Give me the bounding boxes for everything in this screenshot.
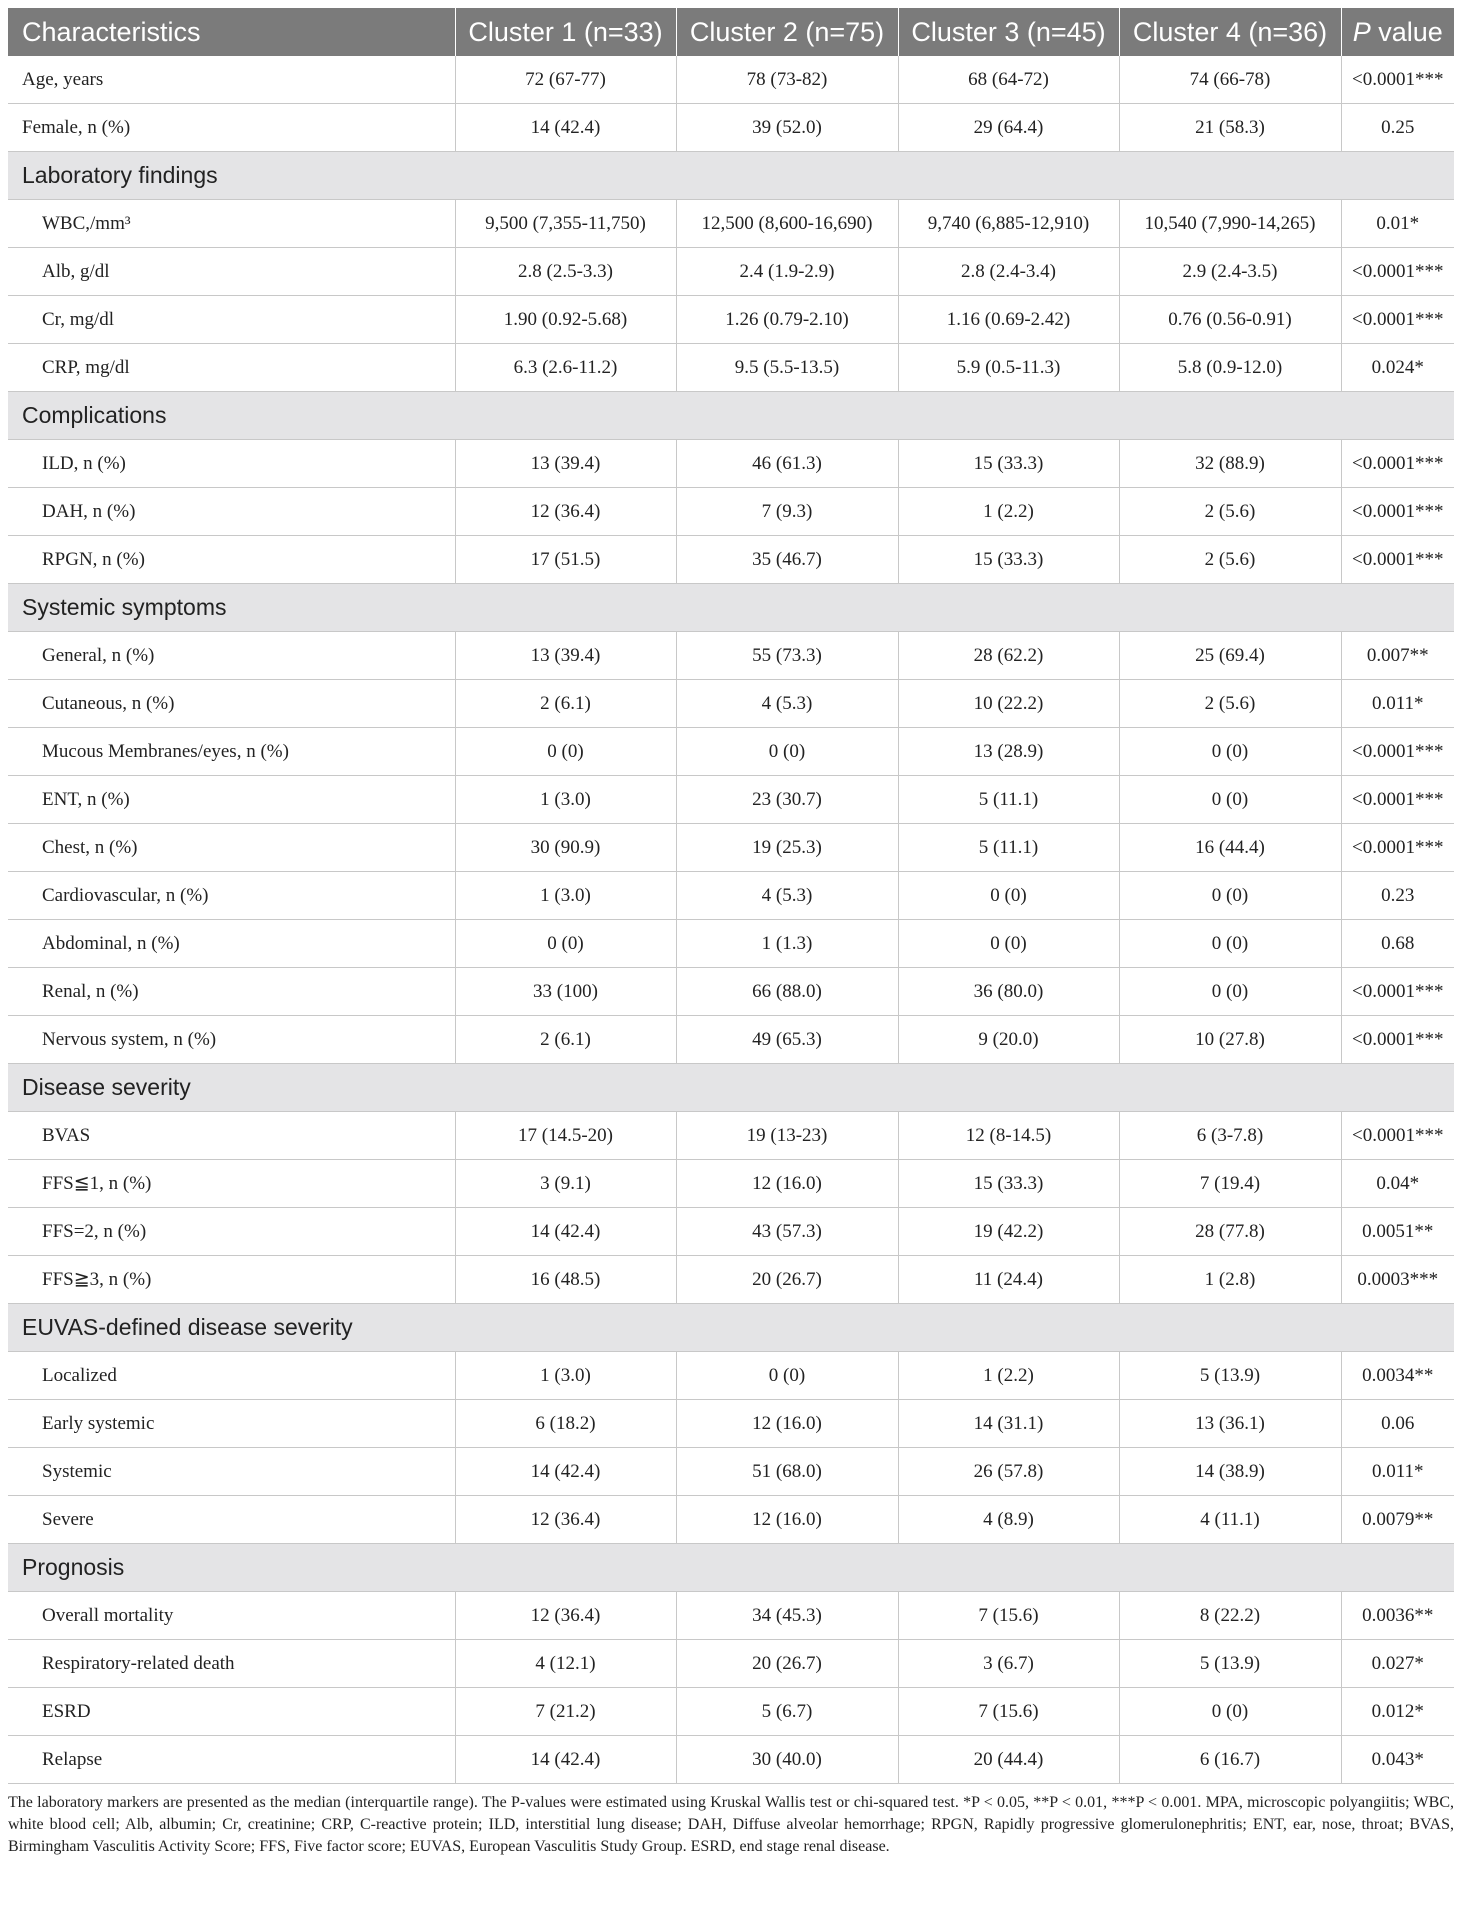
cluster-3-value: 15 (33.3) <box>898 1160 1119 1208</box>
section-title: Disease severity <box>8 1064 1454 1112</box>
table-row <box>8 440 1454 488</box>
cluster-3-value: 19 (42.2) <box>898 1208 1119 1256</box>
p-value: 0.0036** <box>1341 1592 1454 1640</box>
header-characteristics: Characteristics <box>8 8 455 56</box>
cluster-2-value: 20 (26.7) <box>676 1256 898 1304</box>
cluster-2-value: 12 (16.0) <box>676 1160 898 1208</box>
cluster-2-value: 12 (16.0) <box>676 1400 898 1448</box>
row-label: Localized <box>8 1352 455 1400</box>
p-value: <0.0001*** <box>1341 968 1454 1016</box>
cluster-2-value: 2.4 (1.9-2.9) <box>676 248 898 296</box>
cluster-4-value: 2 (5.6) <box>1119 680 1341 728</box>
row-label: FFS=2, n (%) <box>8 1208 455 1256</box>
cluster-1-value: 16 (48.5) <box>455 1256 676 1304</box>
table-row <box>8 1640 1454 1688</box>
cluster-2-value: 5 (6.7) <box>676 1688 898 1736</box>
row-label: Severe <box>8 1496 455 1544</box>
table-row <box>8 1496 1454 1544</box>
section-header-row <box>8 1304 1454 1352</box>
cluster-2-value: 30 (40.0) <box>676 1736 898 1784</box>
table-row <box>8 1688 1454 1736</box>
p-value: 0.01* <box>1341 200 1454 248</box>
cluster-3-value: 13 (28.9) <box>898 728 1119 776</box>
cluster-2-value: 78 (73-82) <box>676 56 898 104</box>
table-row <box>8 488 1454 536</box>
header-cluster-4: Cluster 4 (n=36) <box>1119 8 1341 56</box>
p-value: <0.0001*** <box>1341 1112 1454 1160</box>
cluster-4-value: 5.8 (0.9-12.0) <box>1119 344 1341 392</box>
cluster-4-value: 14 (38.9) <box>1119 1448 1341 1496</box>
cluster-2-value: 1 (1.3) <box>676 920 898 968</box>
p-value: <0.0001*** <box>1341 56 1454 104</box>
cluster-2-value: 20 (26.7) <box>676 1640 898 1688</box>
section-title: Laboratory findings <box>8 152 1454 200</box>
header-cluster-3: Cluster 3 (n=45) <box>898 8 1119 56</box>
cluster-2-value: 4 (5.3) <box>676 680 898 728</box>
cluster-4-value: 25 (69.4) <box>1119 632 1341 680</box>
p-value: 0.0051** <box>1341 1208 1454 1256</box>
cluster-1-value: 13 (39.4) <box>455 440 676 488</box>
section-header-row <box>8 152 1454 200</box>
cluster-1-value: 30 (90.9) <box>455 824 676 872</box>
row-label: Cardiovascular, n (%) <box>8 872 455 920</box>
section-header-row <box>8 1544 1454 1592</box>
cluster-3-value: 14 (31.1) <box>898 1400 1119 1448</box>
cluster-1-value: 4 (12.1) <box>455 1640 676 1688</box>
p-value: <0.0001*** <box>1341 440 1454 488</box>
row-label: Cutaneous, n (%) <box>8 680 455 728</box>
cluster-1-value: 72 (67-77) <box>455 56 676 104</box>
table-row <box>8 1400 1454 1448</box>
cluster-4-value: 0.76 (0.56-0.91) <box>1119 296 1341 344</box>
cluster-1-value: 14 (42.4) <box>455 1736 676 1784</box>
table-row <box>8 1448 1454 1496</box>
cluster-1-value: 6 (18.2) <box>455 1400 676 1448</box>
cluster-3-value: 1 (2.2) <box>898 1352 1119 1400</box>
cluster-4-value: 2 (5.6) <box>1119 536 1341 584</box>
section-title: EUVAS-defined disease severity <box>8 1304 1454 1352</box>
cluster-3-value: 4 (8.9) <box>898 1496 1119 1544</box>
table-row <box>8 872 1454 920</box>
table-row <box>8 920 1454 968</box>
cluster-1-value: 6.3 (2.6-11.2) <box>455 344 676 392</box>
p-value: <0.0001*** <box>1341 488 1454 536</box>
section-title: Prognosis <box>8 1544 1454 1592</box>
table-row <box>8 1592 1454 1640</box>
header-p-value <box>1341 8 1454 56</box>
row-label: Cr, mg/dl <box>8 296 455 344</box>
section-title: Systemic symptoms <box>8 584 1454 632</box>
table-row <box>8 776 1454 824</box>
table-row <box>8 1256 1454 1304</box>
table-row <box>8 248 1454 296</box>
cluster-2-value: 66 (88.0) <box>676 968 898 1016</box>
p-value: 0.23 <box>1341 872 1454 920</box>
cluster-2-value: 35 (46.7) <box>676 536 898 584</box>
row-label: CRP, mg/dl <box>8 344 455 392</box>
p-value: 0.012* <box>1341 1688 1454 1736</box>
cluster-3-value: 5.9 (0.5-11.3) <box>898 344 1119 392</box>
p-value: 0.011* <box>1341 1448 1454 1496</box>
cluster-2-value: 49 (65.3) <box>676 1016 898 1064</box>
p-value: 0.04* <box>1341 1160 1454 1208</box>
p-value: <0.0001*** <box>1341 728 1454 776</box>
header-p-italic: P <box>1352 16 1371 47</box>
cluster-1-value: 2 (6.1) <box>455 1016 676 1064</box>
cluster-3-value: 7 (15.6) <box>898 1688 1119 1736</box>
cluster-1-value: 17 (51.5) <box>455 536 676 584</box>
cluster-1-value: 1 (3.0) <box>455 1352 676 1400</box>
row-label: Respiratory-related death <box>8 1640 455 1688</box>
cluster-4-value: 0 (0) <box>1119 728 1341 776</box>
cluster-3-value: 9,740 (6,885-12,910) <box>898 200 1119 248</box>
cluster-1-value: 14 (42.4) <box>455 1448 676 1496</box>
cluster-2-value: 39 (52.0) <box>676 104 898 152</box>
row-label: Early systemic <box>8 1400 455 1448</box>
cluster-1-value: 12 (36.4) <box>455 1496 676 1544</box>
cluster-2-value: 46 (61.3) <box>676 440 898 488</box>
cluster-2-value: 34 (45.3) <box>676 1592 898 1640</box>
cluster-3-value: 7 (15.6) <box>898 1592 1119 1640</box>
section-title: Complications <box>8 392 1454 440</box>
cluster-2-value: 0 (0) <box>676 1352 898 1400</box>
row-label: Systemic <box>8 1448 455 1496</box>
cluster-3-value: 0 (0) <box>898 920 1119 968</box>
p-value: 0.68 <box>1341 920 1454 968</box>
cluster-2-value: 23 (30.7) <box>676 776 898 824</box>
cluster-4-value: 0 (0) <box>1119 1688 1341 1736</box>
table-header-row <box>8 8 1454 56</box>
cluster-4-value: 21 (58.3) <box>1119 104 1341 152</box>
cluster-3-value: 10 (22.2) <box>898 680 1119 728</box>
cluster-4-value: 7 (19.4) <box>1119 1160 1341 1208</box>
cluster-4-value: 10 (27.8) <box>1119 1016 1341 1064</box>
cluster-2-value: 51 (68.0) <box>676 1448 898 1496</box>
cluster-4-value: 6 (3-7.8) <box>1119 1112 1341 1160</box>
cluster-3-value: 15 (33.3) <box>898 440 1119 488</box>
row-label: ESRD <box>8 1688 455 1736</box>
cluster-3-value: 11 (24.4) <box>898 1256 1119 1304</box>
cluster-4-value: 1 (2.8) <box>1119 1256 1341 1304</box>
cluster-4-value: 74 (66-78) <box>1119 56 1341 104</box>
cluster-4-value: 5 (13.9) <box>1119 1640 1341 1688</box>
cluster-3-value: 36 (80.0) <box>898 968 1119 1016</box>
table-row <box>8 1352 1454 1400</box>
cluster-3-value: 0 (0) <box>898 872 1119 920</box>
p-value: <0.0001*** <box>1341 296 1454 344</box>
cluster-4-value: 0 (0) <box>1119 920 1341 968</box>
p-value: 0.007** <box>1341 632 1454 680</box>
table-row <box>8 1160 1454 1208</box>
cluster-4-value: 0 (0) <box>1119 968 1341 1016</box>
p-value: 0.027* <box>1341 1640 1454 1688</box>
cluster-1-value: 0 (0) <box>455 920 676 968</box>
cluster-4-value: 2 (5.6) <box>1119 488 1341 536</box>
cluster-4-value: 5 (13.9) <box>1119 1352 1341 1400</box>
cluster-1-value: 14 (42.4) <box>455 104 676 152</box>
cluster-1-value: 2.8 (2.5-3.3) <box>455 248 676 296</box>
cluster-3-value: 2.8 (2.4-3.4) <box>898 248 1119 296</box>
table-row <box>8 56 1454 104</box>
cluster-4-value: 8 (22.2) <box>1119 1592 1341 1640</box>
cluster-1-value: 12 (36.4) <box>455 1592 676 1640</box>
table-row <box>8 1112 1454 1160</box>
cluster-2-value: 12 (16.0) <box>676 1496 898 1544</box>
table-row <box>8 680 1454 728</box>
cluster-3-value: 20 (44.4) <box>898 1736 1119 1784</box>
cluster-4-value: 32 (88.9) <box>1119 440 1341 488</box>
cluster-1-value: 3 (9.1) <box>455 1160 676 1208</box>
cluster-2-value: 9.5 (5.5-13.5) <box>676 344 898 392</box>
cluster-3-value: 1 (2.2) <box>898 488 1119 536</box>
header-cluster-1: Cluster 1 (n=33) <box>455 8 676 56</box>
cluster-4-value: 13 (36.1) <box>1119 1400 1341 1448</box>
row-label: Female, n (%) <box>8 104 455 152</box>
cluster-4-value: 2.9 (2.4-3.5) <box>1119 248 1341 296</box>
p-value: <0.0001*** <box>1341 776 1454 824</box>
cluster-3-value: 5 (11.1) <box>898 824 1119 872</box>
header-p-rest: value <box>1370 16 1443 47</box>
table-footnote: The laboratory markers are presented as the median (interquartile range). The P-values were estimated using Kruskal Wallis test or chi-squared test. *P < 0.05, **P < 0.01, ***P < 0.001. MPA, microscopic polyangiitis; WBC, white blood cell; Alb, albumin; Cr, creatinine; CRP, C-reactive protein; ILD, interstitial lung disease; DAH, Diffuse alveolar hemorrhage; RPGN, Rapidly progressive glomerulonephritis; ENT, ear, nose, throat; BVAS, Birmingham Vasculitis Activity Score; FFS, Five factor score; EUVAS, European Vasculitis Study Group. ESRD, end stage renal disease. <box>8 1794 1454 1855</box>
cluster-2-value: 0 (0) <box>676 728 898 776</box>
cluster-1-value: 2 (6.1) <box>455 680 676 728</box>
table-figure <box>8 8 1454 1858</box>
p-value: <0.0001*** <box>1341 1016 1454 1064</box>
table-body <box>8 56 1454 1784</box>
cluster-1-value: 7 (21.2) <box>455 1688 676 1736</box>
cluster-1-value: 17 (14.5-20) <box>455 1112 676 1160</box>
cluster-2-value: 19 (25.3) <box>676 824 898 872</box>
table-row <box>8 1016 1454 1064</box>
row-label: DAH, n (%) <box>8 488 455 536</box>
cluster-3-value: 9 (20.0) <box>898 1016 1119 1064</box>
p-value: <0.0001*** <box>1341 824 1454 872</box>
row-label: Mucous Membranes/eyes, n (%) <box>8 728 455 776</box>
row-label: Nervous system, n (%) <box>8 1016 455 1064</box>
characteristics-table <box>8 8 1454 1784</box>
cluster-1-value: 0 (0) <box>455 728 676 776</box>
cluster-1-value: 12 (36.4) <box>455 488 676 536</box>
cluster-4-value: 4 (11.1) <box>1119 1496 1341 1544</box>
row-label: Overall mortality <box>8 1592 455 1640</box>
p-value: <0.0001*** <box>1341 536 1454 584</box>
cluster-2-value: 12,500 (8,600-16,690) <box>676 200 898 248</box>
cluster-3-value: 3 (6.7) <box>898 1640 1119 1688</box>
cluster-3-value: 28 (62.2) <box>898 632 1119 680</box>
row-label: FFS≧3, n (%) <box>8 1256 455 1304</box>
table-row <box>8 536 1454 584</box>
table-row <box>8 728 1454 776</box>
row-label: ILD, n (%) <box>8 440 455 488</box>
cluster-2-value: 55 (73.3) <box>676 632 898 680</box>
section-header-row <box>8 1064 1454 1112</box>
cluster-3-value: 29 (64.4) <box>898 104 1119 152</box>
cluster-3-value: 26 (57.8) <box>898 1448 1119 1496</box>
table-row <box>8 296 1454 344</box>
cluster-2-value: 1.26 (0.79-2.10) <box>676 296 898 344</box>
row-label: RPGN, n (%) <box>8 536 455 584</box>
row-label: Alb, g/dl <box>8 248 455 296</box>
row-label: Relapse <box>8 1736 455 1784</box>
cluster-3-value: 15 (33.3) <box>898 536 1119 584</box>
table-row <box>8 344 1454 392</box>
cluster-4-value: 10,540 (7,990-14,265) <box>1119 200 1341 248</box>
p-value: 0.043* <box>1341 1736 1454 1784</box>
header-cluster-2: Cluster 2 (n=75) <box>676 8 898 56</box>
cluster-2-value: 7 (9.3) <box>676 488 898 536</box>
cluster-4-value: 16 (44.4) <box>1119 824 1341 872</box>
table-row <box>8 632 1454 680</box>
cluster-3-value: 5 (11.1) <box>898 776 1119 824</box>
p-value: <0.0001*** <box>1341 248 1454 296</box>
row-label: WBC,/mm³ <box>8 200 455 248</box>
row-label: Chest, n (%) <box>8 824 455 872</box>
cluster-4-value: 0 (0) <box>1119 776 1341 824</box>
cluster-1-value: 14 (42.4) <box>455 1208 676 1256</box>
p-value: 0.06 <box>1341 1400 1454 1448</box>
cluster-4-value: 6 (16.7) <box>1119 1736 1341 1784</box>
table-row <box>8 824 1454 872</box>
cluster-2-value: 43 (57.3) <box>676 1208 898 1256</box>
p-value: 0.024* <box>1341 344 1454 392</box>
table-row <box>8 1736 1454 1784</box>
cluster-1-value: 13 (39.4) <box>455 632 676 680</box>
p-value: 0.0079** <box>1341 1496 1454 1544</box>
row-label: BVAS <box>8 1112 455 1160</box>
row-label: Renal, n (%) <box>8 968 455 1016</box>
cluster-1-value: 33 (100) <box>455 968 676 1016</box>
cluster-3-value: 12 (8-14.5) <box>898 1112 1119 1160</box>
p-value: 0.0003*** <box>1341 1256 1454 1304</box>
row-label: General, n (%) <box>8 632 455 680</box>
table-row <box>8 104 1454 152</box>
cluster-1-value: 1.90 (0.92-5.68) <box>455 296 676 344</box>
cluster-3-value: 1.16 (0.69-2.42) <box>898 296 1119 344</box>
cluster-1-value: 1 (3.0) <box>455 776 676 824</box>
cluster-2-value: 19 (13-23) <box>676 1112 898 1160</box>
p-value: 0.011* <box>1341 680 1454 728</box>
p-value: 0.0034** <box>1341 1352 1454 1400</box>
cluster-1-value: 9,500 (7,355-11,750) <box>455 200 676 248</box>
p-value: 0.25 <box>1341 104 1454 152</box>
section-header-row <box>8 584 1454 632</box>
table-row <box>8 968 1454 1016</box>
cluster-4-value: 28 (77.8) <box>1119 1208 1341 1256</box>
row-label: Age, years <box>8 56 455 104</box>
row-label: Abdominal, n (%) <box>8 920 455 968</box>
table-row <box>8 1208 1454 1256</box>
cluster-2-value: 4 (5.3) <box>676 872 898 920</box>
cluster-1-value: 1 (3.0) <box>455 872 676 920</box>
table-row <box>8 200 1454 248</box>
row-label: FFS≦1, n (%) <box>8 1160 455 1208</box>
cluster-4-value: 0 (0) <box>1119 872 1341 920</box>
row-label: ENT, n (%) <box>8 776 455 824</box>
cluster-3-value: 68 (64-72) <box>898 56 1119 104</box>
section-header-row <box>8 392 1454 440</box>
